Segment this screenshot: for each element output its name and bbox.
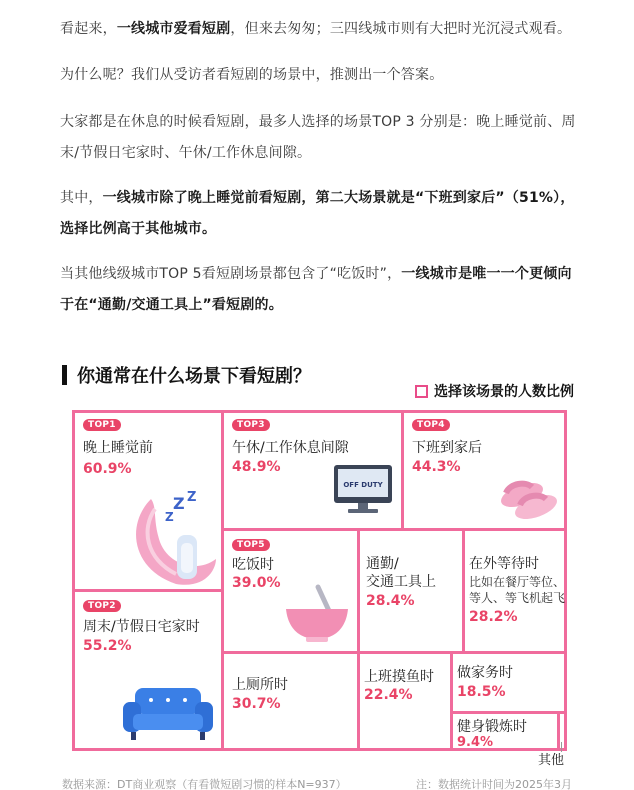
paragraph-3: 大家都是在休息的时候看短剧，最多人选择的场景TOP 3 分别是：晚上睡觉前、周末/节假日宅家时、午休/工作休息间隙。 bbox=[60, 114, 576, 161]
treemap-cell bbox=[357, 651, 453, 751]
cell-value: 22.4% bbox=[364, 687, 413, 703]
cell-label: 晚上睡觉前 bbox=[83, 440, 153, 456]
off-duty-monitor-icon bbox=[332, 463, 394, 515]
slippers-icon bbox=[498, 469, 560, 519]
legend-label: 选择该场景的人数比例 bbox=[434, 384, 574, 400]
cell-label: 上厕所时 bbox=[232, 677, 288, 693]
treemap-cell bbox=[357, 528, 465, 654]
treemap-cell-other bbox=[557, 711, 567, 751]
cell-value: 60.9% bbox=[83, 461, 132, 477]
chart-title-text: 你通常在什么场景下看短剧？ bbox=[77, 366, 311, 387]
treemap-cell bbox=[401, 410, 567, 531]
svg-text:OFF DUTY: OFF DUTY bbox=[343, 481, 383, 489]
treemap-cell bbox=[72, 589, 224, 751]
cell-value: 44.3% bbox=[412, 459, 461, 475]
other-leader-line bbox=[561, 742, 562, 752]
svg-text:Z: Z bbox=[187, 490, 197, 505]
bowl-icon bbox=[284, 583, 350, 645]
sofa-icon bbox=[121, 684, 215, 744]
svg-text:Z: Z bbox=[173, 494, 185, 513]
paragraph-4: 其中，一线城市除了晚上睡觉前看短剧，第二大场景就是“下班到家后”（51%），选择比例高于其他城市。 bbox=[60, 190, 575, 237]
cell-value: 18.5% bbox=[457, 684, 506, 700]
cell-label: 健身锻炼时 bbox=[457, 719, 527, 735]
cell-sublabel: 等人、等飞机起飞 bbox=[469, 591, 566, 605]
paragraph-5: 当其他线级城市TOP 5看短剧场景都包含了“吃饭时”，一线城市是唯一一个更倾向于在“通勤/交通工具上”看短剧的。 bbox=[60, 266, 572, 313]
cell-label: 上班摸鱼时 bbox=[364, 669, 434, 685]
paragraph-1: 看起来，一线城市爱看短剧，但来去匆匆；三四线城市则有大把时光沉浸式观看。 bbox=[60, 21, 572, 37]
crescent-moon-sleep-icon bbox=[121, 489, 221, 589]
cell-label: 在外等待时 bbox=[469, 556, 539, 572]
cell-value: 28.2% bbox=[469, 609, 518, 625]
rank-badge: TOP3 bbox=[232, 419, 270, 431]
cell-label: 周末/节假日宅家时 bbox=[83, 619, 200, 635]
cell-value: 39.0% bbox=[232, 575, 281, 591]
treemap-cell bbox=[221, 651, 360, 751]
treemap-cell bbox=[221, 410, 404, 531]
treemap-cell bbox=[72, 410, 224, 592]
cell-value: 28.4% bbox=[366, 593, 415, 609]
cell-value: 30.7% bbox=[232, 696, 281, 712]
data-source: 数据来源：DT商业观察（有看微短剧习惯的样本N=937） bbox=[62, 778, 347, 790]
cell-label: 下班到家后 bbox=[412, 440, 482, 456]
rank-badge: TOP1 bbox=[83, 419, 121, 431]
cell-label: 午休/工作休息间隙 bbox=[232, 440, 349, 456]
treemap-cell bbox=[450, 711, 560, 751]
cell-label: 做家务时 bbox=[457, 665, 513, 681]
cell-label: 交通工具上 bbox=[366, 574, 436, 590]
footnote: 注：数据统计时间为2025年3月 bbox=[416, 778, 572, 790]
rank-badge: TOP4 bbox=[412, 419, 450, 431]
cell-sublabel: 比如在餐厅等位、 bbox=[469, 575, 566, 589]
cell-label: 通勤/ bbox=[366, 556, 399, 572]
cell-label: 吃饭时 bbox=[232, 557, 274, 573]
paragraph-2: 为什么呢？我们从受访者看短剧的场景中，推测出一个答案。 bbox=[60, 67, 444, 83]
treemap-cell bbox=[221, 528, 360, 654]
treemap-cell bbox=[462, 528, 567, 654]
treemap-cell bbox=[450, 651, 567, 714]
svg-text:Z: Z bbox=[165, 510, 174, 524]
cell-value: 48.9% bbox=[232, 459, 281, 475]
cell-value: 9.4% bbox=[457, 735, 494, 750]
other-label: 其他 bbox=[538, 753, 565, 768]
rank-badge: TOP5 bbox=[232, 539, 270, 551]
rank-badge: TOP2 bbox=[83, 600, 121, 612]
cell-value: 55.2% bbox=[83, 638, 132, 654]
